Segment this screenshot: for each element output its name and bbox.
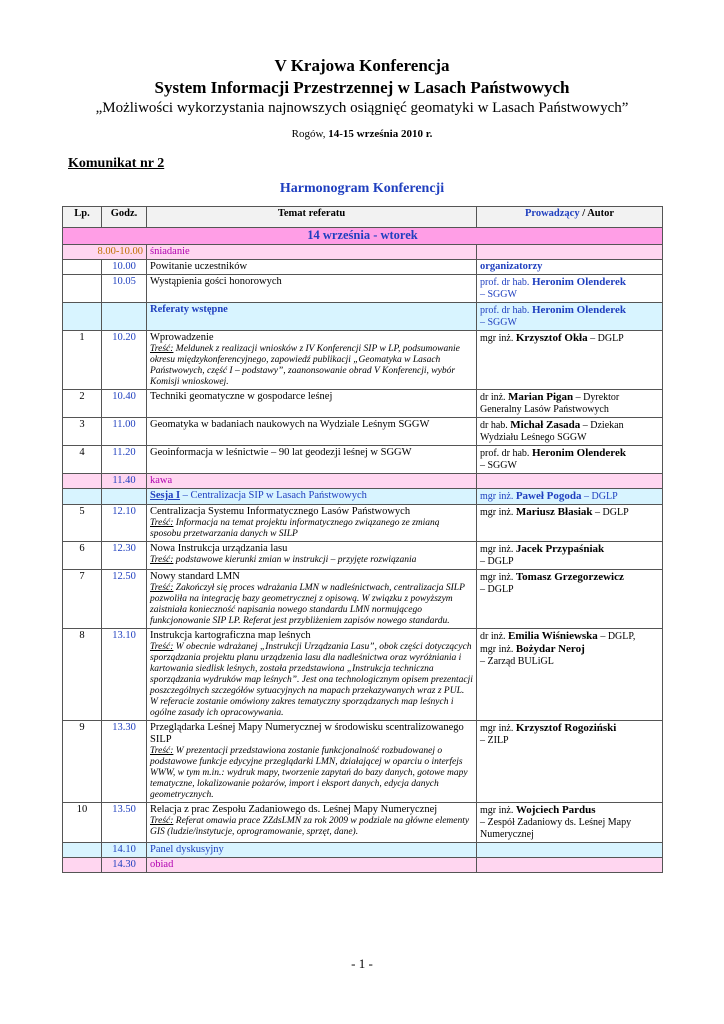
time: 13.30 [102,721,147,803]
table-row [63,474,663,489]
conference-subtitle: System Informacji Przestrzennej w Lasach Państwowych [154,78,570,97]
author-aff: – Dyrektor Generalny Lasów Państwowych [480,392,620,415]
tresc-label: Treść: [150,344,174,354]
author [477,418,663,446]
desc-text: W obecnie wdrażanej „Instrukcji Urządzania Lasu”, obok części dotyczących sporządzania projektu planu urządzenia lasu dla nadleśnictwa oraz wyróżniania i kartowania siedlisk leśnych, została przedstawiona „Instrukcja techniczna sporządzania wydruków map leśnych”. Jest ona technologicznym opisem prezentacji poszczególnych szczegółów sytuacyjnych na mapach przekazywanych wraz z PUL. W referacie zostanie omówiony zakres tematyczny sporządzanych map leśnych i ogólne zasady ich opracowywania. [150,642,473,718]
lp: 6 [63,542,102,570]
topic: Geoinformacja w leśnictwie – 90 lat geodezji leśnej w SGGW [147,446,477,474]
session-label: Sesja I [150,490,181,501]
author-title: prof. dr hab. [480,277,532,288]
topic-title: Wprowadzenie [150,332,214,343]
author-name: Marian Pigan [508,391,574,403]
author [477,275,663,303]
col-prowadzacy [477,207,663,228]
topic: Techniki geomatyczne w gospodarce leśnej [147,390,477,418]
time: 10.00 [102,260,147,275]
author2-title: mgr inż. [480,644,516,655]
author-title: dr inż. [480,392,509,403]
table-header [63,207,663,228]
author-name: Wojciech Pardus [515,804,596,816]
conference-title: V Krajowa Konferencja [274,56,450,75]
author-title: mgr inż. [480,723,516,734]
author-name: Heronim Olenderek [531,447,626,459]
time: 8.00-10.00 [63,245,147,260]
author [477,505,663,542]
desc-text: W prezentacji przedstawiona zostanie funkcjonalność rozbudowanej o podstawowe funkcje edycyjne przeglądarki LMN, działającej w oparciu o interfejs WWW, w tym m.in.: wydruk mapy, tworzenie zapytań do bazy danych, gotowe mapy tematyczne, lokalizowanie pożarów, import i eksport danych, edycja danych geometrycznych. [150,746,468,800]
table-row [63,721,663,803]
day-label: 14 września - wtorek [63,228,663,245]
lp: 2 [63,390,102,418]
topic-desc [150,555,473,566]
author [477,489,663,505]
author [477,803,663,843]
author-aff: – DGLP [592,507,629,518]
time: 10.40 [102,390,147,418]
author [477,245,663,260]
author [477,721,663,803]
table-row [63,505,663,542]
author [477,446,663,474]
lp: 8 [63,629,102,721]
author-title: prof. dr hab. [480,448,532,459]
author-name: Jacek Przypaśniak [515,543,605,555]
topic-title: Instrukcja kartograficzna map leśnych [150,630,311,641]
topic-desc [150,518,473,540]
author-name: Emilia Wiśniewska [508,630,598,642]
author-title: mgr inż. [480,572,516,583]
author [477,570,663,629]
time: 11.40 [102,474,147,489]
prowadzacy-label: Prowadzący [524,208,580,219]
time: 12.50 [102,570,147,629]
author-title: prof. dr hab. [480,305,532,316]
author-title: mgr inż. [480,333,516,344]
schedule-table [62,206,663,873]
topic: Wystąpienia gości honorowych [147,275,477,303]
author-name: Michał Zasada [510,419,581,431]
author-aff: – DGLP [480,556,514,567]
topic-desc [150,816,473,838]
author-title: mgr inż. [480,544,516,555]
author-aff: – Zespół Zadaniowy ds. Leśnej Mapy Numerycznej [480,817,632,840]
time: 11.00 [102,418,147,446]
topic: Geomatyka w badaniach naukowych na Wydziale Leśnym SGGW [147,418,477,446]
author-aff: – ZILP [480,735,509,746]
author-aff: – Dziekan Wydziału Leśnego SGGW [480,420,624,443]
author-name: Heronim Olenderek [531,304,626,316]
topic [147,489,477,505]
author [477,303,663,331]
table-row [63,629,663,721]
dates: 14-15 września 2010 r. [328,128,433,140]
author-title: mgr inż. [480,507,516,518]
time: 12.30 [102,542,147,570]
topic: obiad [147,858,477,873]
lp: 5 [63,505,102,542]
author-name: Tomasz Grzegorzewicz [515,571,624,583]
autor-label: Autor [587,208,615,219]
page-number: - 1 - [351,956,373,971]
table-row [63,275,663,303]
table-row [63,260,663,275]
tresc-label: Treść: [150,816,174,826]
table-row [63,858,663,873]
tresc-label: Treść: [150,642,174,652]
table-row [63,446,663,474]
author-aff: – SGGW [480,289,517,300]
table-row [63,245,663,260]
table-row [63,542,663,570]
topic [147,505,477,542]
topic-title: Przeglądarka Leśnej Mapy Numerycznej w środowisku scentralizowanego SILP [150,722,464,745]
author-aff: – DGLP [581,491,618,502]
table-row [63,418,663,446]
day-row [63,228,663,245]
author-title: mgr inż. [480,491,516,502]
author [477,629,663,721]
topic-title: Nowy standard LMN [150,571,240,582]
author-aff: – SGGW [480,317,517,328]
author [477,390,663,418]
topic: kawa [147,474,477,489]
place: Rogów, [291,128,329,140]
topic [147,803,477,843]
col-temat: Temat referatu [147,207,477,228]
time: 13.50 [102,803,147,843]
col-godz: Godz. [102,207,147,228]
tresc-label: Treść: [150,518,174,528]
communique-heading: Komunikat nr 2 [68,156,165,171]
topic-desc [150,583,473,627]
topic [147,331,477,390]
topic-desc [150,344,473,388]
session-title: – Centralizacja SIP w Lasach Państwowych [180,490,367,501]
author: organizatorzy [477,260,663,275]
table-row [63,489,663,505]
lp: 10 [63,803,102,843]
table-row [63,331,663,390]
lp: 9 [63,721,102,803]
topic: Panel dyskusyjny [147,843,477,858]
author [477,542,663,570]
topic [147,542,477,570]
time: 14.10 [102,843,147,858]
table-row [63,843,663,858]
topic [147,629,477,721]
author-name: Heronim Olenderek [531,276,626,288]
author2-aff: – Zarząd BULiGL [480,656,554,667]
desc-text: Referat omawia prace ZZdsLMN za rok 2009 w podziale na główne elementy GIS (ludzie/instytucje, oprogramowanie, sprzęt, dane). [150,816,470,837]
author-name: Paweł Pogoda [515,490,582,502]
topic [147,721,477,803]
desc-text: podstawowe kierunki zmian w instrukcji – przyjęte rozwiązania [175,555,417,565]
time: 12.10 [102,505,147,542]
author [477,331,663,390]
author-title: mgr inż. [480,805,516,816]
topic-desc [150,746,473,801]
header-sep: / [579,208,588,219]
author-aff: – DGLP [587,333,624,344]
desc-text: Meldunek z realizacji wniosków z IV Konferencji SIP w LP, podsumowanie okresu międzykonferencyjnego, zapowiedź publikacji „Geomatyka w Lasach Państwowych, część I – podstawy”, zaanonsowanie obrad V Konferencji, wybór Komisji wnioskowej. [150,344,460,387]
table-row [63,390,663,418]
author-name: Krzysztof Okła [515,332,588,344]
table-row [63,570,663,629]
lp: 4 [63,446,102,474]
topic: śniadanie [147,245,477,260]
topic-title: Relacja z prac Zespołu Zadaniowego ds. Leśnej Mapy Numerycznej [150,804,438,815]
lp: 1 [63,331,102,390]
tresc-label: Treść: [150,555,174,565]
schedule-heading: Harmonogram Konferencji [279,181,445,196]
time: 10.05 [102,275,147,303]
topic [147,570,477,629]
author2-name: Bożydar Neroj [515,643,585,655]
tresc-label: Treść: [150,583,174,593]
conference-place-date [0,128,724,140]
topic: Referaty wstępne [147,303,477,331]
lp: 7 [63,570,102,629]
conference-motto: „Możliwości wykorzystania najnowszych osiągnięć geomatyki w Lasach Państwowych” [95,100,629,116]
author-name: Mariusz Błasiak [515,506,593,518]
topic: Powitanie uczestników [147,260,477,275]
lp: 3 [63,418,102,446]
desc-text: Zakończył się proces wdrażania LMN w nadleśnictwach, centralizacja SILP pozwoliła na integrację bazy geometrycznej z opisową. W związku z powyższym zaistniała konieczność napisania nowego standardu LMN normującego funkcjonowanie SIP LP. Referat jest przybliżeniem zapisów nowego standardu. [150,583,465,626]
topic-desc [150,642,473,719]
col-lp: Lp. [63,207,102,228]
topic-title: Centralizacja Systemu Informatycznego Lasów Państwowych [150,506,411,517]
table-row [63,803,663,843]
author-name: Krzysztof Rogoziński [515,722,617,734]
time: 14.30 [102,858,147,873]
tresc-label: Treść: [150,746,174,756]
table-row [63,303,663,331]
author-aff: – DGLP, [597,631,636,642]
desc-text: Informacja na temat projektu informatycznego związanego ze zmianą sposobu przetwarzania danych w SILP [150,518,440,539]
time: 13.10 [102,629,147,721]
time: 11.20 [102,446,147,474]
author-aff: – DGLP [480,584,514,595]
topic-title: Nowa Instrukcja urządzania lasu [150,543,288,554]
author-title: dr inż. [480,631,509,642]
time: 10.20 [102,331,147,390]
author-aff: – SGGW [480,460,517,471]
author-title: dr hab. [480,420,511,431]
